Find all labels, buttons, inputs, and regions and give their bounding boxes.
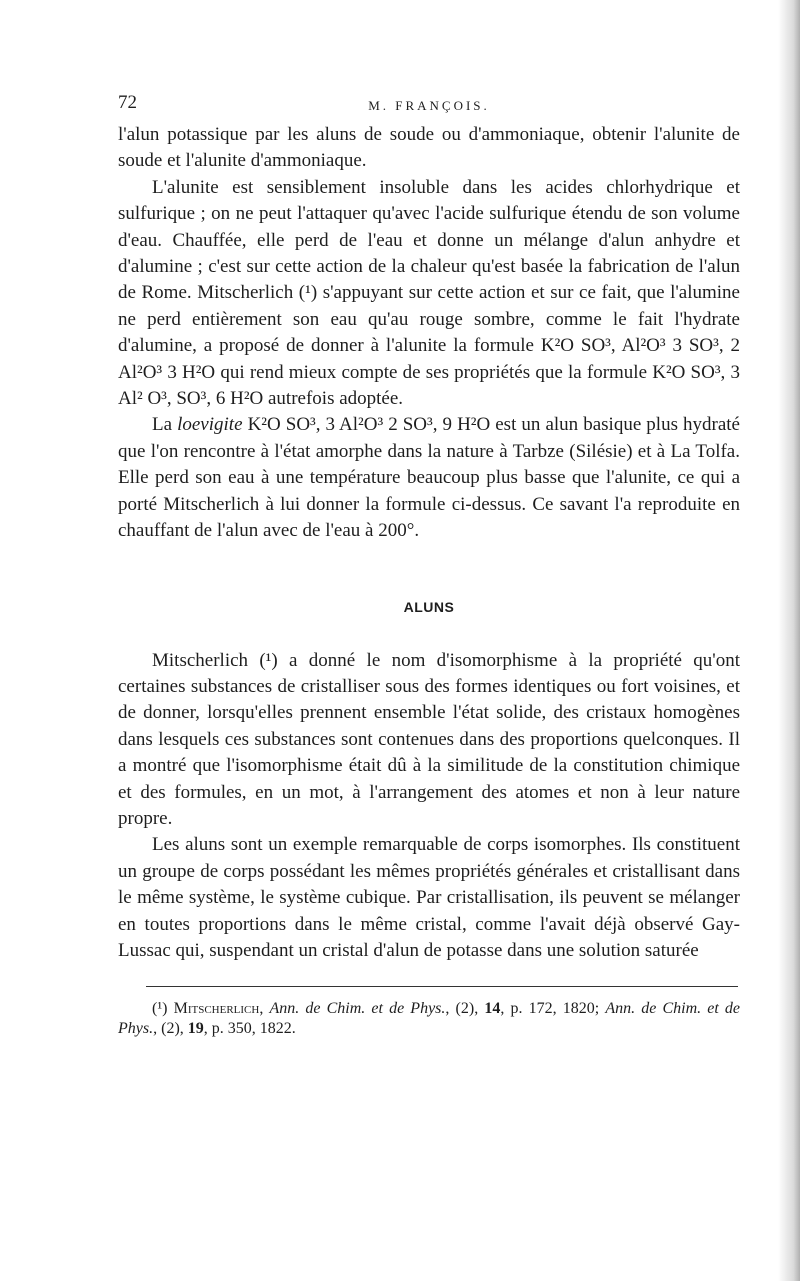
loevigite-text: K²O SO³, 3 Al²O³ 2 SO³, 9 H²O est un alun basique plus hydraté que l'on rencontre à l'état amorphe dans la nature à Tarbze (Silésie) et à La Tolfa. Elle perd son eau à une température beaucoup plus basse que l'alunite, ce qui a porté Mitscherlich à lui donner la formule ci-dessus. Ce savant l'a reproduite en chauffant de l'alun avec de l'eau à 200°. bbox=[118, 414, 740, 542]
footnote-ref-1a: , (2), bbox=[445, 1000, 485, 1018]
page-number: 72 bbox=[118, 92, 137, 113]
footnote-author: Mitscherlich bbox=[173, 1000, 260, 1018]
footnote-separator: , bbox=[259, 1000, 270, 1018]
section-heading-aluns: ALUNS bbox=[403, 598, 455, 615]
paragraph-aluns: Les aluns sont un exemple remarquable de corps isomorphes. Ils constituent un groupe de corps possédant les mêmes propriétés générales et cristallisant dans le même système, le système cubique. Par cristallisation, ils peuvent se mélanger en toutes proportions dans le même cristal, comme l'avait déjà observé Gay-Lussac qui, suspendant un cristal d'alun de potasse dans une solution saturée bbox=[118, 834, 740, 961]
page-edge-shadow bbox=[778, 0, 800, 1281]
loevigite-term: loevigite bbox=[177, 414, 243, 436]
running-head: M. FRANÇOIS. bbox=[368, 98, 490, 113]
paragraph-isomorphisme: Mitscherlich (¹) a donné le nom d'isomorphisme à la propriété qu'ont certaines substances de cristalliser sous des formes identiques ou fort voisines, et de donner, lorsqu'elles prennent ensemble l'état solide, des cristaux homogènes dans lesquels ces substances sont contenues dans des proportions quelconques. Il a montré que l'isomorphisme était dû à la similitude de la constitution chimique et des formules, en un mot, à l'arrangement des atomes et non à leur nature propre. bbox=[118, 649, 740, 829]
loevigite-prefix: La bbox=[152, 414, 178, 436]
footnote-marker: (¹) bbox=[152, 1000, 174, 1018]
paragraph-continuation: l'alun potassique par les aluns de soude ou d'ammoniaque, obtenir l'alunite de soude et l'alunite d'ammoniaque. bbox=[118, 124, 740, 172]
footnote-ref-2b: , p. 350, 1822. bbox=[203, 1020, 296, 1038]
paragraph-loevigite bbox=[118, 412, 740, 544]
footnote-journal-1: Ann. de Chim. et de Phys. bbox=[269, 1000, 446, 1018]
footnote-journal-2: Ann. de Chim. et de Phys. bbox=[118, 1000, 741, 1038]
footnote-ref-1b: , p. 172, 1820; bbox=[500, 1000, 606, 1018]
footnote-rule bbox=[146, 986, 738, 987]
footnote bbox=[118, 999, 740, 1039]
footnote-volume-1: 14 bbox=[484, 1000, 501, 1018]
book-page bbox=[118, 92, 740, 1039]
footnote-ref-2a: , (2), bbox=[153, 1020, 188, 1038]
page-header bbox=[118, 92, 740, 122]
paragraph-alunite: L'alunite est sensiblement insoluble dans les acides chlorhydrique et sulfurique ; on ne peut l'attaquer qu'avec l'acide sulfurique étendu de son volume d'eau. Chauffée, elle perd de l'eau et donne un mélange d'alun anhydre et d'alumine ; c'est sur cette action de la chaleur qu'est basée la fabrication de l'alun de Rome. Mitscherlich (¹) s'appuyant sur cette action et sur ce fait, que l'alumine ne perd entièrement son eau qu'au rouge sombre, comme le fait l'hydrate d'alumine, a proposé de donner à l'alunite la formule K²O SO³, Al²O³ 3 SO³, 2 Al²O³ 3 H²O qui rend mieux compte de ses propriétés que la formule K²O SO³, 3 Al² O³, SO³, 6 H²O autrefois adoptée. bbox=[118, 176, 740, 410]
footnote-volume-2: 19 bbox=[187, 1020, 204, 1038]
